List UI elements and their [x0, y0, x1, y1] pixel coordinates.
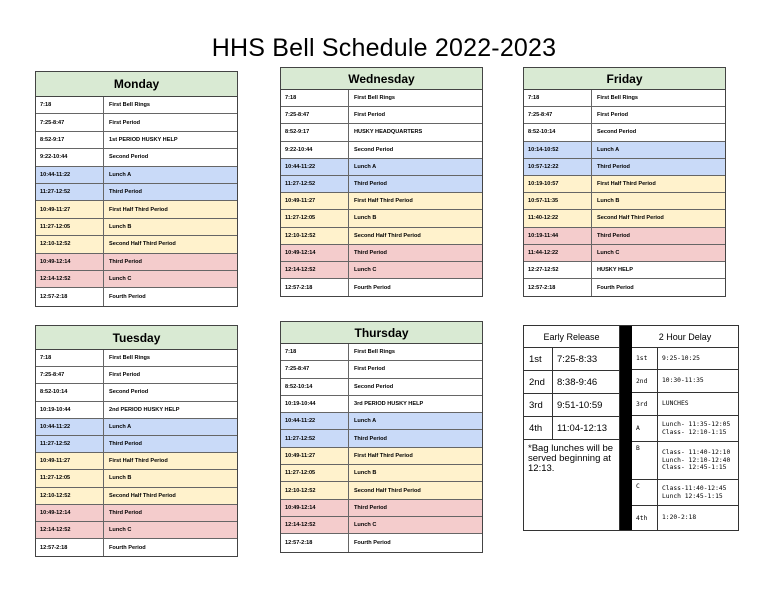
schedule-row — [36, 167, 237, 184]
period-description: HUSKY HELP — [597, 266, 633, 273]
period-time: 10:49-11:27 — [36, 453, 104, 469]
schedule-row — [281, 210, 482, 227]
period-time: 11:04-12:13 — [557, 422, 608, 434]
schedule-row — [36, 114, 237, 131]
period-description: First Half Third Period — [109, 206, 168, 213]
schedule-table-monday — [35, 71, 238, 307]
schedule-row — [36, 132, 237, 149]
early-release-row — [524, 417, 619, 440]
period-label: 4th — [524, 417, 553, 439]
period-time: 12:57-2:18 — [524, 279, 592, 296]
period-description: First Bell Rings — [597, 95, 639, 102]
period-time: 7:18 — [36, 350, 104, 366]
period-time: 12:14-12:52 — [36, 271, 104, 287]
period-description: Lunch B — [109, 223, 132, 230]
period-time: 9:51-10:59 — [557, 399, 603, 411]
period-description: Fourth Period — [109, 293, 146, 300]
period-time: 7:25-8:47 — [524, 107, 592, 123]
period-description: Lunch A — [354, 163, 377, 170]
schedule-table-tuesday — [35, 325, 238, 557]
schedule-row — [281, 262, 482, 279]
period-time-lines — [658, 348, 738, 369]
period-time: 7:25-8:47 — [36, 114, 104, 130]
period-description: Second Half Third Period — [109, 241, 176, 248]
schedule-row — [36, 384, 237, 401]
period-description: Lunch C — [597, 249, 620, 256]
period-time: 10:19-10:44 — [36, 402, 104, 418]
early-release-title: Early Release — [524, 326, 619, 348]
time-line: 10:30-11:35 — [662, 377, 704, 385]
schedule-row — [524, 262, 725, 279]
schedule-row — [36, 288, 237, 305]
schedule-row — [281, 430, 482, 447]
period-description: First Bell Rings — [354, 349, 396, 356]
page-title: HHS Bell Schedule 2022-2023 — [211, 34, 557, 62]
two-hour-delay-section — [632, 326, 738, 530]
schedule-row — [524, 159, 725, 176]
period-time: 7:18 — [281, 344, 349, 360]
schedule-row — [281, 448, 482, 465]
period-time: 11:27-12:52 — [281, 176, 349, 192]
period-description: Fourth Period — [109, 544, 146, 551]
period-description: Third Period — [354, 249, 387, 256]
schedule-row — [281, 193, 482, 210]
period-description: Second Period — [354, 146, 394, 153]
period-description: Lunch A — [354, 418, 377, 425]
two-hour-delay-row — [632, 480, 738, 506]
time-line: 1:20-2:18 — [662, 514, 697, 522]
bag-lunch-note: *Bag lunches will be served beginning at 12:13. — [528, 443, 614, 474]
period-label: B — [632, 442, 658, 479]
period-label: C — [632, 480, 658, 505]
period-time: 10:49-12:14 — [36, 254, 104, 270]
period-time: 11:27-12:52 — [281, 430, 349, 446]
period-time: 11:44-12:22 — [524, 245, 592, 261]
period-time: 10:49-11:27 — [281, 448, 349, 464]
schedule-row — [524, 176, 725, 193]
period-time: 11:27-12:05 — [36, 470, 104, 486]
period-description: First Period — [109, 119, 141, 126]
period-time: 7:25-8:33 — [557, 353, 598, 365]
two-hour-delay-row — [632, 393, 738, 416]
schedule-row — [281, 90, 482, 107]
time-line: Class- 12:45-1:15 — [662, 464, 727, 472]
period-description: HUSKY HEADQUARTERS — [354, 129, 423, 136]
period-description: First Half Third Period — [597, 181, 656, 188]
period-time: 10:49-12:14 — [281, 500, 349, 516]
period-label: 4th — [632, 506, 658, 530]
period-description: Lunch B — [354, 470, 377, 477]
period-description: Third Period — [109, 509, 142, 516]
period-time-lines — [658, 442, 738, 479]
schedule-row — [281, 159, 482, 176]
period-time: 10:49-12:14 — [281, 245, 349, 261]
time-line: Lunch- 12:10-12:40 — [662, 456, 731, 464]
schedule-row — [281, 245, 482, 262]
period-description: Lunch C — [354, 266, 377, 273]
two-hour-delay-row — [632, 370, 738, 393]
period-description: Lunch A — [597, 146, 620, 153]
two-hour-delay-row — [632, 348, 738, 370]
period-description: Lunch C — [109, 276, 132, 283]
schedule-row — [524, 245, 725, 262]
schedule-row — [36, 271, 237, 288]
period-time: 11:27-12:52 — [36, 184, 104, 200]
schedule-row — [36, 539, 237, 556]
period-time: 12:14-12:52 — [36, 522, 104, 538]
schedule-row — [524, 279, 725, 296]
schedule-row — [281, 361, 482, 378]
period-description: Second Period — [354, 383, 394, 390]
period-description: Lunch B — [354, 215, 377, 222]
period-label: A — [632, 416, 658, 441]
schedule-row — [36, 488, 237, 505]
period-time: 10:44-11:22 — [36, 419, 104, 435]
schedule-row — [281, 107, 482, 124]
time-line: Class- 12:10-1:15 — [662, 428, 727, 436]
period-time: 12:10-12:52 — [281, 482, 349, 498]
schedule-row — [281, 413, 482, 430]
schedule-row — [36, 522, 237, 539]
period-description: First Half Third Period — [354, 198, 413, 205]
special-schedules-table — [523, 325, 739, 531]
schedule-row — [281, 534, 482, 551]
schedule-row — [281, 396, 482, 413]
schedule-row — [36, 219, 237, 236]
period-description: First Bell Rings — [109, 355, 151, 362]
period-time: 12:57-2:18 — [281, 534, 349, 551]
two-hour-delay-row — [632, 506, 738, 530]
schedule-row — [36, 367, 237, 384]
period-description: Third Period — [109, 441, 142, 448]
early-release-row — [524, 371, 619, 394]
schedule-row — [281, 500, 482, 517]
schedule-row — [281, 482, 482, 499]
period-time: 10:57-11:35 — [524, 193, 592, 209]
period-time: 7:18 — [36, 97, 104, 113]
time-line: Class-11:40-12:45 — [662, 485, 727, 492]
period-time-lines — [658, 480, 738, 505]
period-time: 7:25-8:47 — [36, 367, 104, 383]
time-line: 9:25-10:25 — [662, 354, 700, 362]
period-description: Lunch A — [109, 423, 132, 430]
two-hour-delay-rows — [632, 348, 738, 530]
schedule-row — [281, 465, 482, 482]
period-time: 11:27-12:05 — [281, 465, 349, 481]
period-time-lines — [658, 416, 738, 441]
schedule-row — [281, 344, 482, 361]
period-time: 9:22-10:44 — [281, 142, 349, 158]
period-label: 2nd — [632, 370, 658, 392]
day-header: Monday — [36, 72, 237, 97]
period-label: 3rd — [524, 394, 553, 416]
period-description: Fourth Period — [354, 539, 391, 546]
day-header: Thursday — [281, 322, 482, 344]
time-line: LUNCHES — [662, 400, 689, 408]
schedule-row — [36, 402, 237, 419]
period-description: Lunch C — [109, 526, 132, 533]
period-description: Second Half Third Period — [109, 492, 176, 499]
schedule-row — [524, 124, 725, 141]
time-line: Class- 11:40-12:10 — [662, 449, 731, 457]
period-time: 12:14-12:52 — [281, 517, 349, 533]
period-description: Fourth Period — [354, 284, 391, 291]
period-time-lines — [658, 506, 738, 530]
time-line: Lunch 12:45-1:15 — [662, 492, 723, 500]
schedule-row — [281, 124, 482, 141]
schedule-row — [281, 228, 482, 245]
period-time-lines — [658, 370, 738, 392]
period-description: First Half Third Period — [354, 452, 413, 459]
schedule-row — [36, 350, 237, 367]
schedule-row — [524, 193, 725, 210]
schedule-row — [36, 236, 237, 253]
period-description: Lunch B — [597, 198, 620, 205]
period-time: 10:19-11:44 — [524, 228, 592, 244]
early-release-section — [524, 326, 620, 530]
period-description: Lunch A — [109, 171, 132, 178]
schedule-row — [281, 176, 482, 193]
period-description: Second Half Third Period — [354, 232, 421, 239]
period-time: 12:14-12:52 — [281, 262, 349, 278]
period-description: Third Period — [597, 163, 630, 170]
early-release-row — [524, 348, 619, 371]
period-time: 10:19-10:57 — [524, 176, 592, 192]
schedule-row — [36, 470, 237, 487]
schedule-row — [36, 505, 237, 522]
schedule-row — [36, 436, 237, 453]
period-time: 10:44-11:22 — [36, 167, 104, 183]
day-header: Wednesday — [281, 68, 482, 90]
schedule-row — [524, 210, 725, 227]
period-description: Second Period — [597, 129, 637, 136]
period-description: First Bell Rings — [109, 102, 151, 109]
period-time: 9:22-10:44 — [36, 149, 104, 165]
period-description: First Period — [354, 366, 386, 373]
period-label: 1st — [524, 348, 553, 370]
period-label: 2nd — [524, 371, 553, 393]
period-description: 1st PERIOD HUSKY HELP — [109, 136, 178, 143]
period-time: 11:27-12:52 — [36, 436, 104, 452]
period-time: 11:40-12:22 — [524, 210, 592, 226]
schedule-row — [36, 419, 237, 436]
period-description: Fourth Period — [597, 284, 634, 291]
period-label: 3rd — [632, 393, 658, 415]
schedule-row — [281, 517, 482, 534]
schedule-row — [524, 90, 725, 107]
period-time: 10:44-11:22 — [281, 159, 349, 175]
period-description: First Bell Rings — [354, 95, 396, 102]
schedule-row — [524, 142, 725, 159]
schedule-row — [524, 228, 725, 245]
period-time: 12:10-12:52 — [281, 228, 349, 244]
period-description: Third Period — [354, 181, 387, 188]
period-description: Third Period — [354, 435, 387, 442]
period-time: 12:27-12:52 — [524, 262, 592, 278]
schedule-table-wednesday — [280, 67, 483, 297]
period-description: Third Period — [109, 258, 142, 265]
period-time: 8:52-9:17 — [36, 132, 104, 148]
period-time: 10:49-11:27 — [36, 201, 104, 217]
two-hour-delay-title: 2 Hour Delay — [632, 326, 738, 348]
period-time: 10:44-11:22 — [281, 413, 349, 429]
period-time: 12:10-12:52 — [36, 488, 104, 504]
schedule-row — [36, 149, 237, 166]
period-description: Third Period — [109, 189, 142, 196]
period-time: 8:52-10:14 — [524, 124, 592, 140]
schedule-row — [36, 97, 237, 114]
period-description: Second Half Third Period — [597, 215, 664, 222]
period-time: 11:27-12:05 — [281, 210, 349, 226]
period-time: 7:25-8:47 — [281, 107, 349, 123]
period-description: Second Half Third Period — [354, 487, 421, 494]
period-time: 7:25-8:47 — [281, 361, 349, 377]
period-time: 10:57-12:22 — [524, 159, 592, 175]
day-header: Tuesday — [36, 326, 237, 350]
schedule-row — [36, 184, 237, 201]
period-time: 8:52-9:17 — [281, 124, 349, 140]
period-description: Third Period — [354, 504, 387, 511]
period-time: 10:49-11:27 — [281, 193, 349, 209]
period-time: 10:19-10:44 — [281, 396, 349, 412]
period-time: 7:18 — [524, 90, 592, 106]
period-description: First Half Third Period — [109, 458, 168, 465]
period-time: 12:10-12:52 — [36, 236, 104, 252]
period-description: First Period — [109, 372, 141, 379]
period-description: First Period — [597, 112, 629, 119]
period-time: 8:38-9:46 — [557, 376, 598, 388]
two-hour-delay-row — [632, 442, 738, 480]
schedule-row — [36, 453, 237, 470]
schedule-row — [281, 142, 482, 159]
time-line: Lunch- 11:35-12:05 — [662, 421, 731, 428]
period-description: Second Period — [109, 154, 149, 161]
period-time: 12:57-2:18 — [36, 288, 104, 305]
day-header: Friday — [524, 68, 725, 90]
divider-bar — [620, 326, 632, 530]
schedule-row — [36, 254, 237, 271]
schedule-row — [281, 379, 482, 396]
schedule-row — [36, 201, 237, 218]
period-description: 2nd PERIOD HUSKY HELP — [109, 406, 180, 413]
schedule-row — [281, 279, 482, 296]
period-time: 11:27-12:05 — [36, 219, 104, 235]
period-description: Second Period — [109, 389, 149, 396]
period-time: 8:52-10:14 — [281, 379, 349, 395]
two-hour-delay-row — [632, 416, 738, 442]
period-time: 10:14-10:52 — [524, 142, 592, 158]
period-label: 1st — [632, 348, 658, 369]
schedule-table-friday — [523, 67, 726, 297]
period-description: Lunch C — [354, 522, 377, 529]
period-time: 8:52-10:14 — [36, 384, 104, 400]
schedule-row — [524, 107, 725, 124]
schedule-table-thursday — [280, 321, 483, 553]
period-description: First Period — [354, 112, 386, 119]
period-time: 7:18 — [281, 90, 349, 106]
early-release-rows — [524, 348, 619, 440]
period-time: 12:57-2:18 — [281, 279, 349, 296]
period-description: Third Period — [597, 232, 630, 239]
period-time: 12:57-2:18 — [36, 539, 104, 556]
period-description: 3rd PERIOD HUSKY HELP — [354, 401, 424, 408]
period-description: Lunch B — [109, 475, 132, 482]
period-time: 10:49-12:14 — [36, 505, 104, 521]
early-release-row — [524, 394, 619, 417]
period-time-lines — [658, 393, 738, 415]
